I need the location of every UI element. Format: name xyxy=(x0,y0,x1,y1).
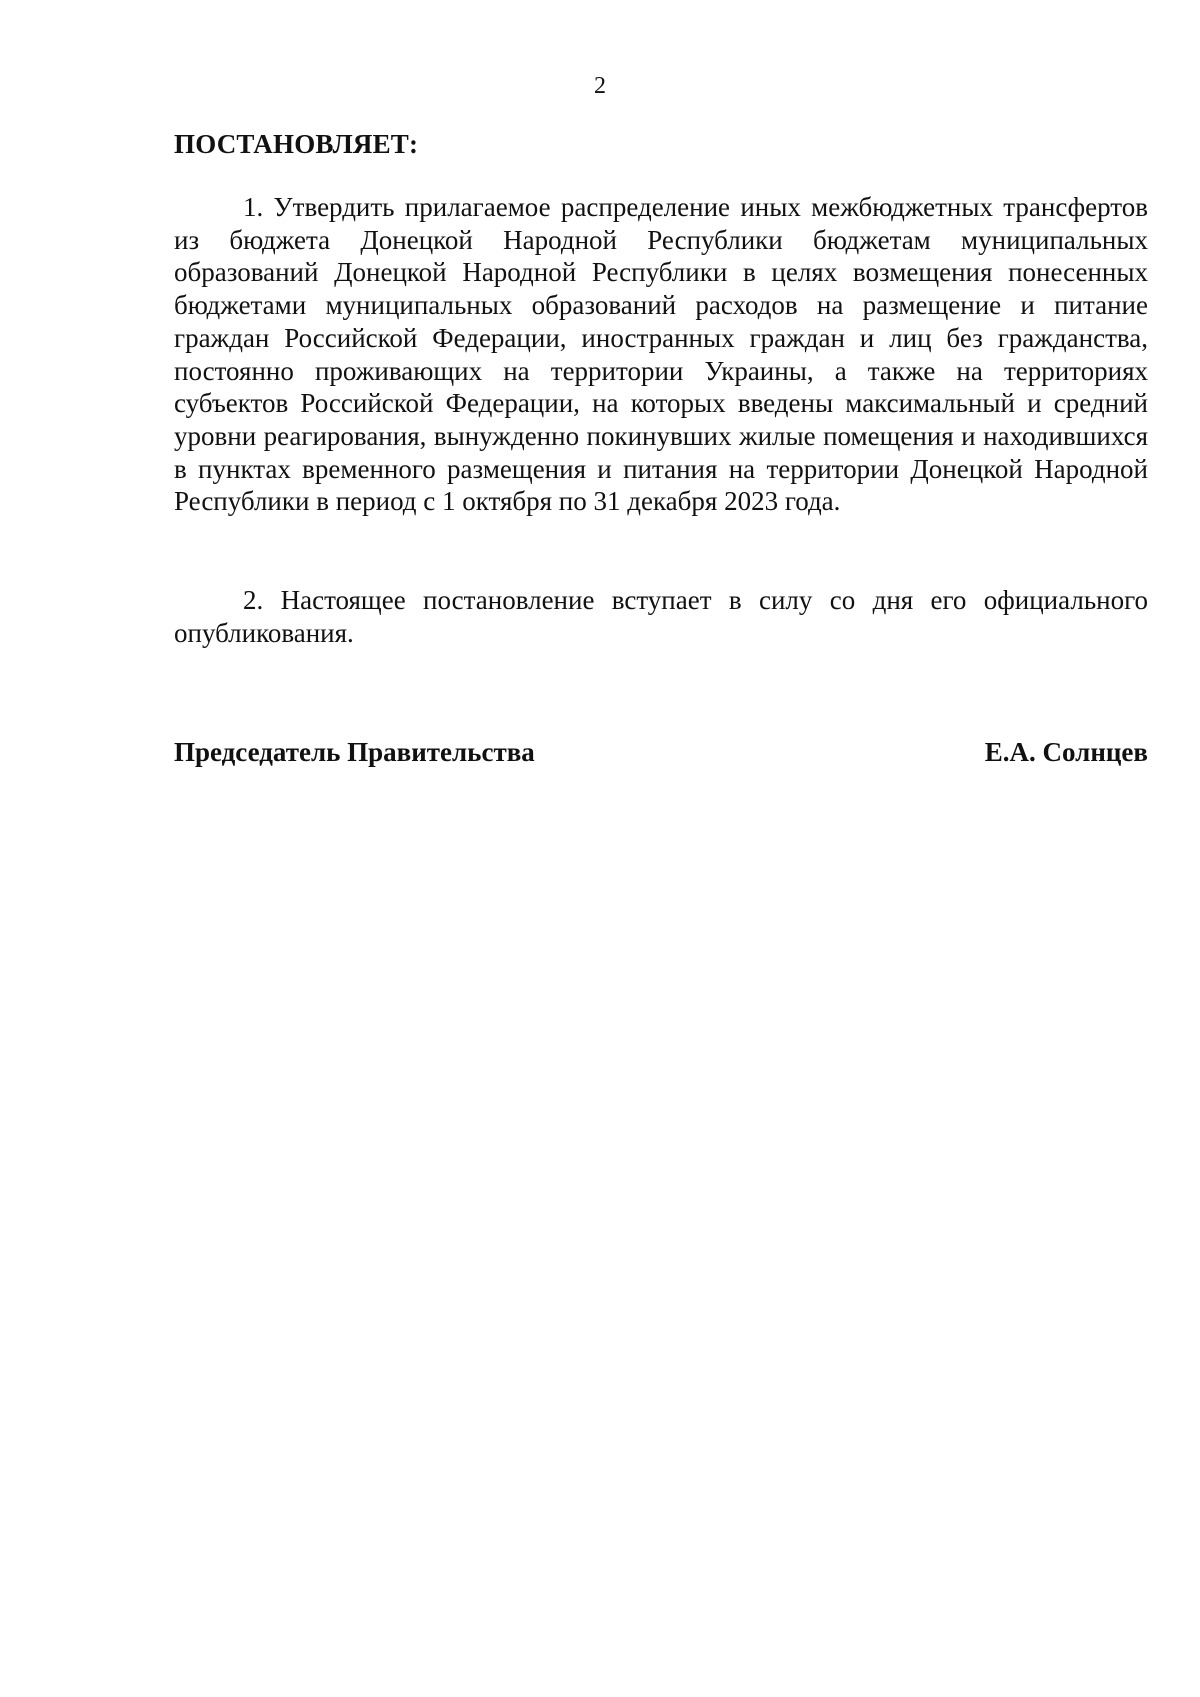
paragraph-1: 1. Утвердить прилагаемое распределение иных межбюджетных трансфертов из бюджета Донецкой Народной Республики бюджетам муниципальных образований Донецкой Народной Республики в целях возмещения понесенных бюджетами муниципальных образований расходов на размещение и питание граждан Российской Федерации, иностранных граждан и лиц без гражданства, постоянно проживающих на территории Украины, а также на территориях субъектов Российской Федерации, на которых введены максимальный и средний уровни реагирования, вынужденно покинувших жилые помещения и находившихся в пунктах временного размещения и питания на территории Донецкой Народной Республики в период с 1 октября по 31 декабря 2023 года. xyxy=(174,192,1148,517)
page-number: 2 xyxy=(594,73,606,99)
paragraph-2: 2. Настоящее постановление вступает в силу со дня его официального опубликования. xyxy=(174,585,1148,648)
signature-position: Председатель Правительства xyxy=(174,737,535,767)
signature-name: Е.А. Солнцев xyxy=(984,737,1148,767)
resolution-heading: ПОСТАНОВЛЯЕТ: xyxy=(174,129,419,159)
signature-block xyxy=(174,736,1148,768)
